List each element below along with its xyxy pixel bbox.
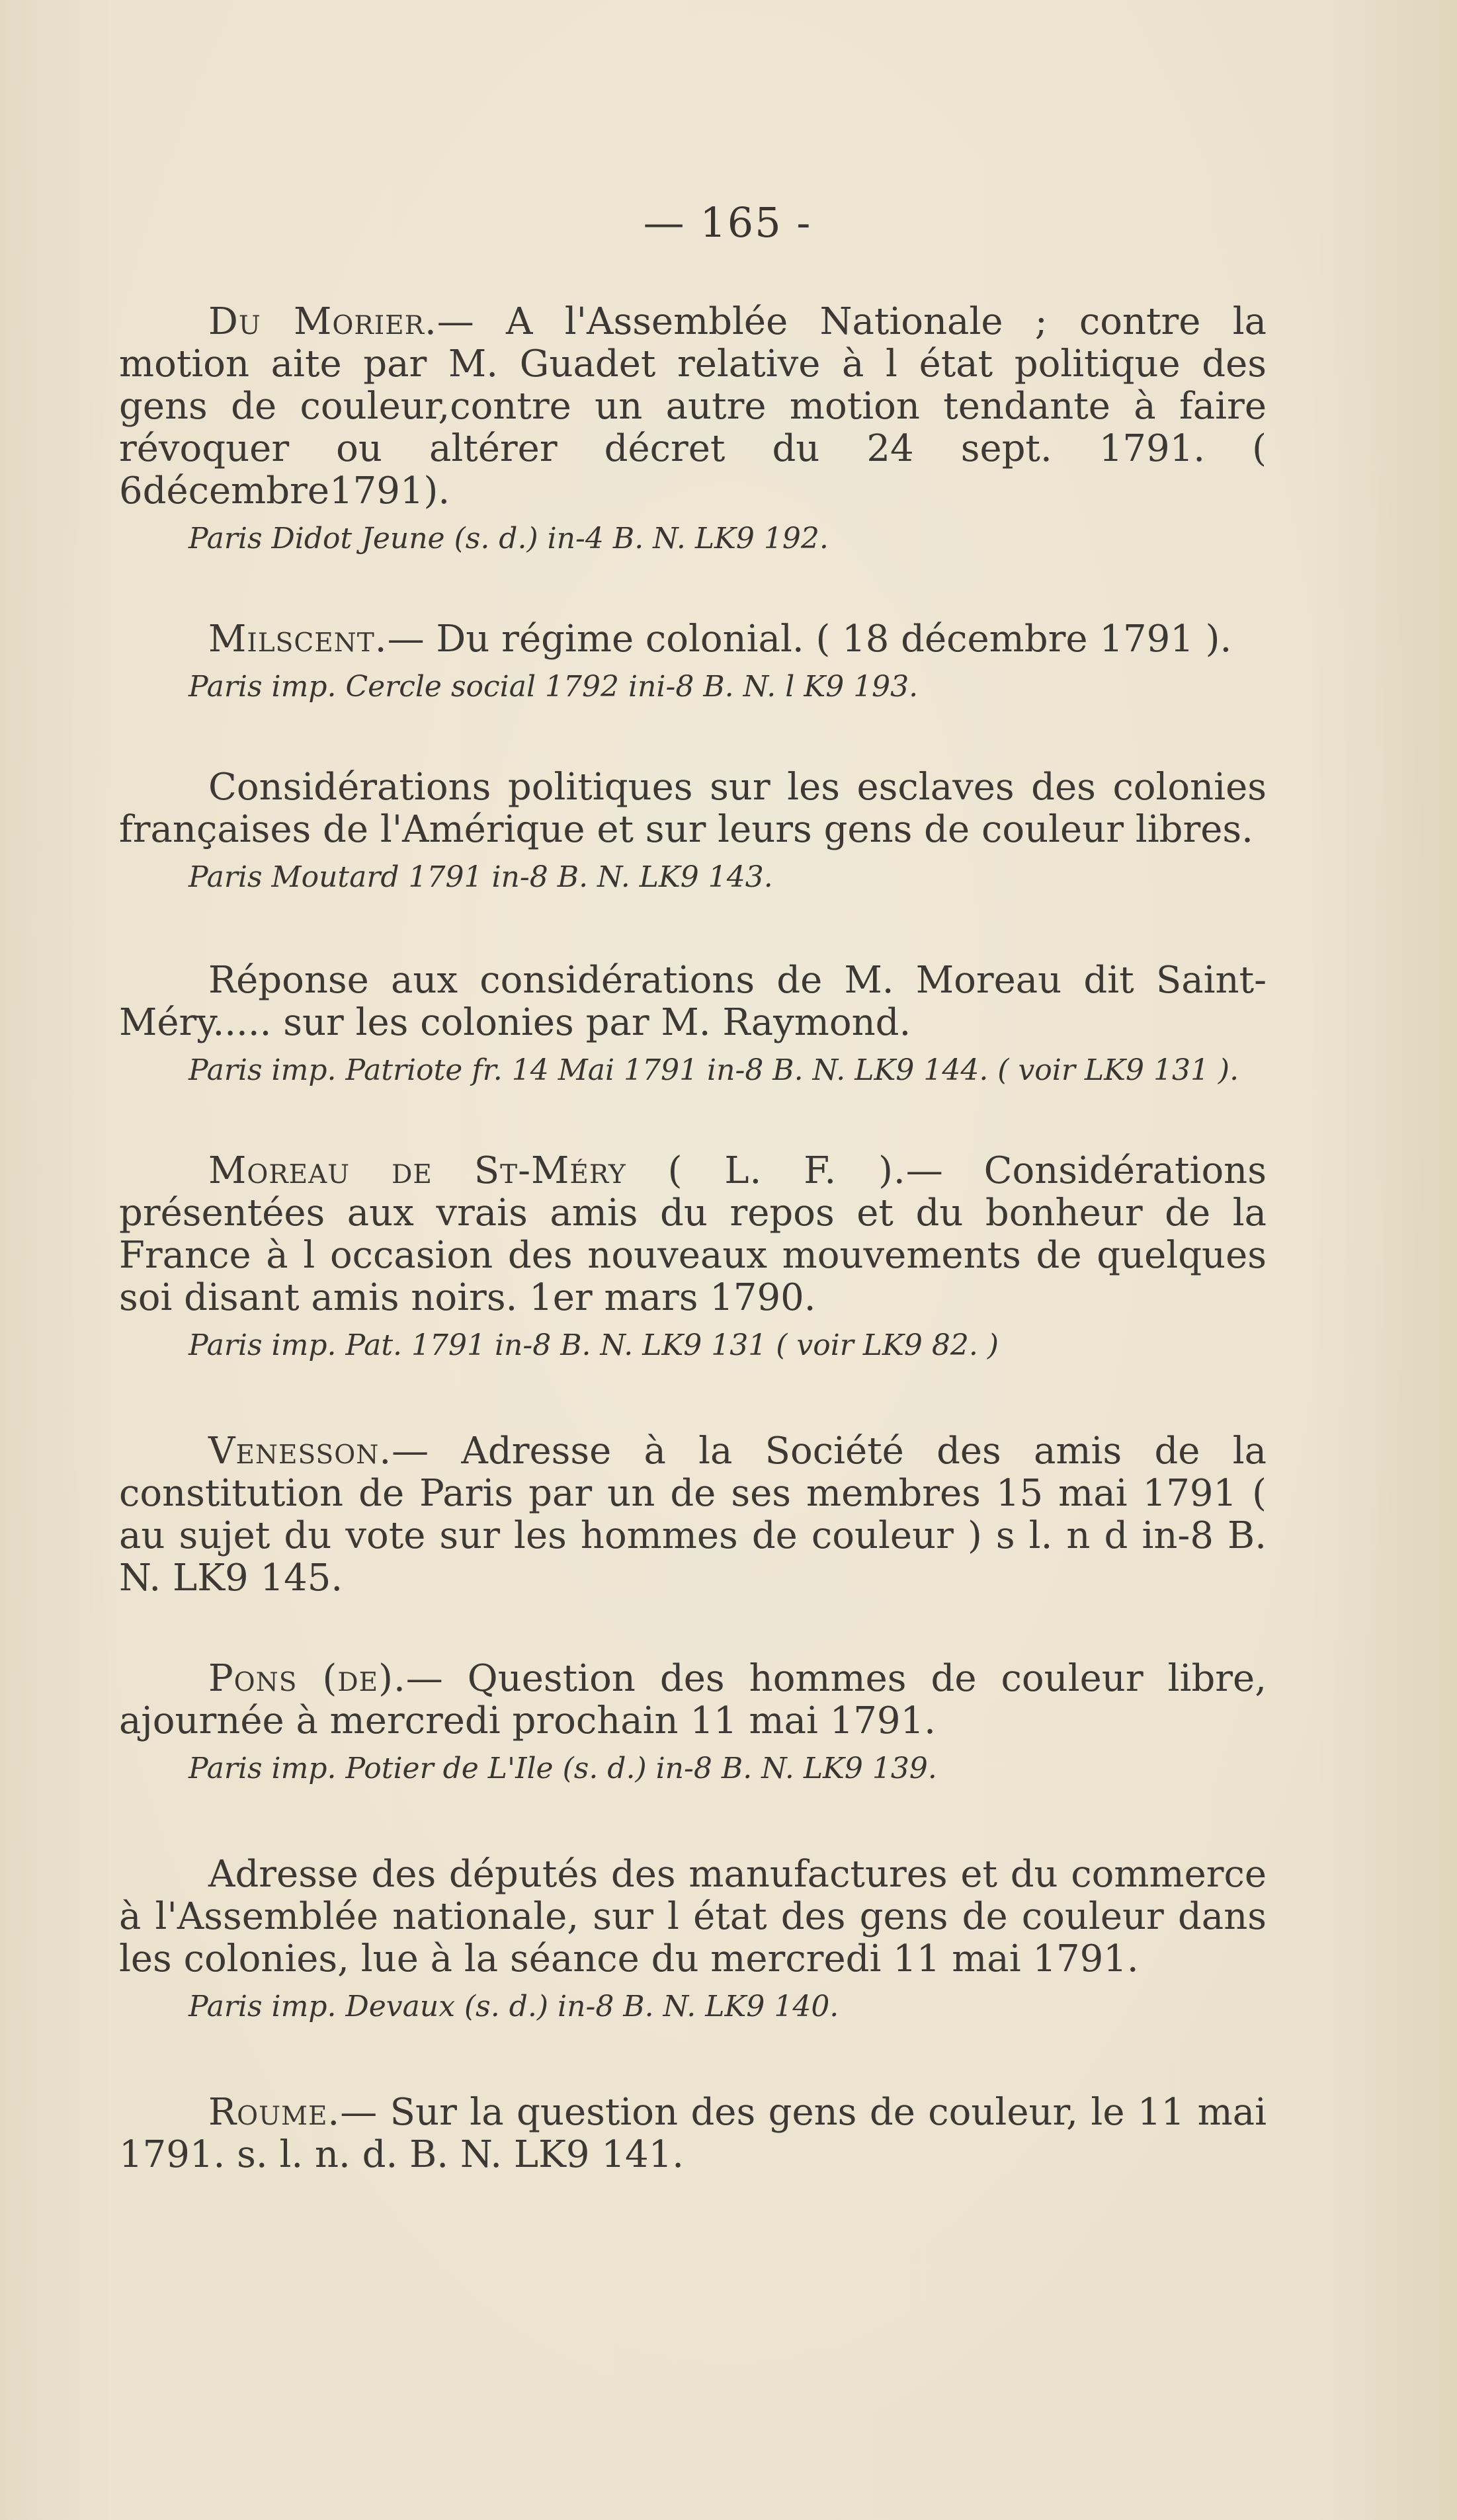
bibliography-entry (119, 1430, 1267, 1600)
entry-description: — Considérations présentées aux vrais amis du repos et du bonheur de la France à l occasion des nouveaux mouvements de quelques soi disant amis noirs. 1er mars 1790. (119, 1149, 1267, 1319)
entry-imprint: Paris Didot Jeune (s. d.) in-4 B. N. LK9 192. (188, 522, 829, 555)
entry-author: Roume. (208, 2091, 341, 2134)
entry-text (119, 1150, 1267, 1319)
bibliography-entry (119, 2092, 1267, 2176)
entry-imprint: Paris imp. Devaux (s. d.) in-8 B. N. LK9 140. (188, 1990, 839, 2023)
bibliography-entry (119, 766, 1267, 896)
entry-text (119, 766, 1267, 851)
entry-text (119, 959, 1267, 1044)
bibliography-entry (119, 618, 1267, 706)
entry-imprint: Paris imp. Pat. 1791 in-8 B. N. LK9 131 ( voir LK9 82. ) (188, 1328, 999, 1362)
entry-author: Du Morier. (208, 300, 437, 343)
entry-imprint: Paris Moutard 1791 in-8 B. N. LK9 143. (188, 860, 773, 894)
entry-imprint: Paris imp. Cercle social 1792 ini-8 B. N. l K9 193. (188, 670, 919, 704)
entry-description: — Du régime colonial. ( 18 décembre 1791 ). (387, 618, 1232, 661)
page-number: — 165 - (643, 198, 812, 247)
entry-description: Réponse aux considérations de M. Moreau dit Saint-Méry..... sur les colonies par M. Raymond. (119, 959, 1267, 1044)
entry-description: — Question des hommes de couleur libre, ajournée à mercredi prochain 11 mai 1791. (119, 1657, 1267, 1742)
entry-text (119, 301, 1267, 512)
entry-author: Milscent. (208, 618, 388, 661)
entry-description: — Sur la question des gens de couleur, le 11 mai 1791. s. l. n. d. B. N. LK9 141. (119, 2091, 1267, 2176)
bibliography-entry (119, 1658, 1267, 1787)
entry-imprint: Paris imp. Potier de L'Ile (s. d.) in-8 B. N. LK9 139. (188, 1752, 937, 1785)
entry-text (119, 1430, 1267, 1600)
bibliography-entry (119, 301, 1267, 557)
entry-description: Adresse des députés des manufactures et du commerce à l'Assemblée nationale, sur l état des gens de couleur dans les colonies, lue à la séance du mercredi 11 mai 1791. (119, 1853, 1267, 1980)
bibliography-entry (119, 1853, 1267, 2025)
entry-text (119, 618, 1267, 661)
entry-author: Moreau de St-Méry ( L. F. ). (208, 1149, 906, 1192)
entry-text (119, 1853, 1267, 1980)
bibliography-list (119, 301, 1267, 2176)
entry-text (119, 2092, 1267, 2176)
entry-imprint: Paris imp. Patriote fr. 14 Mai 1791 in-8 B. N. LK9 144. ( voir LK9 131 ). (188, 1053, 1239, 1087)
entry-description: Considérations politiques sur les esclaves des colonies françaises de l'Amérique et sur leurs gens de couleur libres. (119, 766, 1267, 851)
bibliography-entry (119, 959, 1267, 1089)
entry-text (119, 1658, 1267, 1742)
entry-description: — Adresse à la Société des amis de la constitution de Paris par un de ses membres 15 mai 1791 ( au sujet du vote sur les hommes de couleur ) s l. n d in-8 B. N. LK9 145. (119, 1430, 1267, 1600)
entry-author: Venesson. (208, 1430, 392, 1473)
entry-description: — A l'Assemblée Nationale ; contre la motion aite par M. Guadet relative à l état politique des gens de couleur,contre un autre motion tendante à faire révoquer ou altérer décret du 24 sept. 1791. ( 6décembre1791). (119, 300, 1267, 512)
entry-author: Pons (de). (208, 1657, 406, 1700)
bibliography-entry (119, 1150, 1267, 1364)
